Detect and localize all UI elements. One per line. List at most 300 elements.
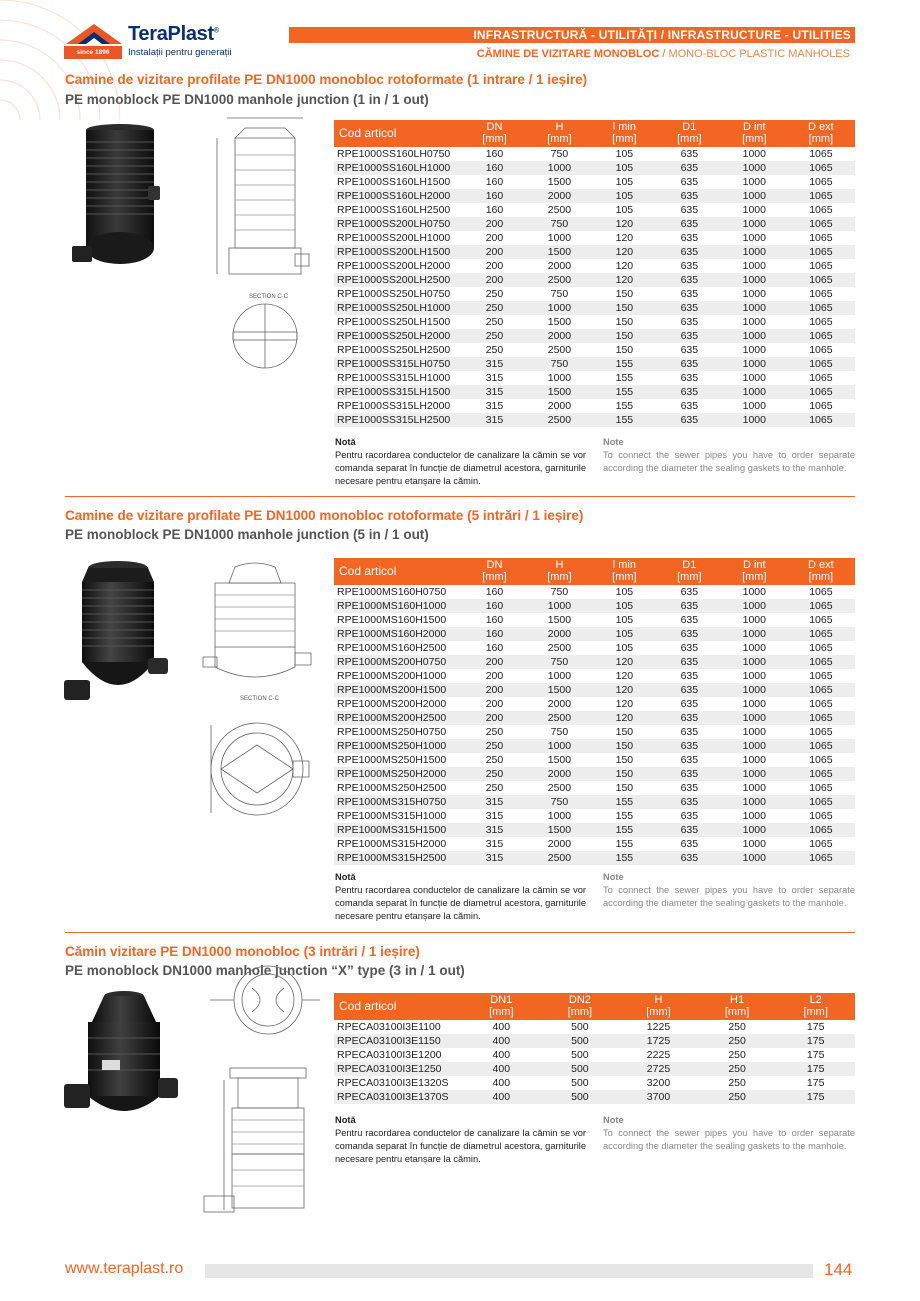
- cell-value: 400: [462, 1062, 541, 1076]
- cell-value: 1000: [742, 614, 766, 626]
- cell-value: 160: [485, 176, 504, 188]
- cell-value: 1500: [527, 245, 592, 259]
- cell-value: 105: [615, 148, 634, 160]
- col-header-dext: D ext [mm]: [787, 558, 855, 585]
- cell-value: 1065: [809, 344, 833, 356]
- table-row: [334, 669, 855, 683]
- cell-value: 1000: [722, 627, 787, 641]
- cell-value: 105: [615, 176, 634, 188]
- cell-value: 1000: [722, 599, 787, 613]
- cell-value: 1500: [547, 176, 572, 188]
- cell-value: 750: [550, 586, 569, 598]
- cell-value: 750: [527, 357, 592, 371]
- table-row: [334, 1062, 855, 1076]
- table-row: [334, 627, 855, 641]
- table-row: [334, 655, 855, 669]
- product-table-1: [334, 120, 855, 427]
- col-header-dext: D ext [mm]: [787, 120, 855, 147]
- cell-value: 635: [680, 586, 699, 598]
- cell-value: 150: [592, 739, 657, 753]
- teraplast-logo[interactable]: [64, 22, 254, 62]
- cell-article-code: RPE1000MS160H2000: [334, 627, 462, 641]
- cell-value: 3700: [619, 1090, 698, 1104]
- cell-value: 160: [462, 599, 527, 613]
- cell-value: 200: [462, 245, 527, 259]
- cell-article-code: RPE1000MS315H0750: [334, 795, 462, 809]
- cell-value: 1000: [742, 316, 766, 328]
- cell-value: 1000: [722, 273, 787, 287]
- category-bar: INFRASTRUCTURĂ - UTILITĂȚI / INFRASTRUCTURE - UTILITIES: [289, 27, 855, 43]
- table-row: [334, 161, 855, 175]
- section-label-2: SECTION C-C: [240, 696, 279, 702]
- cell-value: 160: [485, 204, 504, 216]
- brand-tagline: Instalații pentru generații: [128, 47, 232, 58]
- cell-value: 1000: [722, 329, 787, 343]
- table-row: [334, 641, 855, 655]
- cell-value: 1065: [787, 385, 855, 399]
- logo-house-icon: [64, 22, 124, 46]
- cell-value: 2000: [547, 698, 572, 710]
- cell-article-code: RPE1000MS250H1500: [337, 754, 447, 766]
- note-en-1: Note To connect the sewer pipes you have to order separate according the diameter the sealing gaskets to the manhole.: [603, 437, 855, 473]
- cell-value: 200: [462, 711, 527, 725]
- cell-value: 155: [592, 413, 657, 427]
- cell-value: 635: [680, 810, 699, 822]
- section-3-title: Cămin vizitare PE DN1000 monobloc (3 intrări / 1 ieșire): [65, 944, 420, 959]
- cell-value: 250: [485, 288, 504, 300]
- cell-value: 250: [698, 1062, 777, 1076]
- cell-value: 635: [657, 357, 722, 371]
- cell-value: 635: [680, 204, 699, 216]
- cell-value: 635: [657, 795, 722, 809]
- cell-value: 1225: [646, 1021, 671, 1033]
- cell-article-code: RPECA03100I3E1370S: [334, 1090, 462, 1104]
- cell-value: 1065: [787, 273, 855, 287]
- cell-value: 315: [485, 400, 504, 412]
- cell-value: 1000: [742, 810, 766, 822]
- cell-article-code: RPE1000SS160LH1500: [337, 176, 451, 188]
- table-row: [334, 851, 855, 865]
- cell-value: 1065: [809, 726, 833, 738]
- cell-value: 155: [592, 795, 657, 809]
- cell-value: 1065: [809, 614, 833, 626]
- cell-value: 315: [485, 372, 504, 384]
- cell-value: 175: [776, 1034, 855, 1048]
- cell-value: 1065: [809, 838, 833, 850]
- cell-article-code: RPE1000SS200LH1000: [337, 232, 451, 244]
- cell-article-code: RPECA03100I3E1150: [334, 1034, 462, 1048]
- cell-article-code: RPE1000MS160H0750: [337, 586, 447, 598]
- table-row: [334, 231, 855, 245]
- cell-article-code: RPE1000SS250LH0750: [337, 288, 451, 300]
- cell-article-code: RPE1000MS250H1000: [334, 739, 462, 753]
- table-row: [334, 725, 855, 739]
- cell-value: 635: [657, 301, 722, 315]
- cell-article-code: RPECA03100I3E1250: [334, 1062, 462, 1076]
- cell-article-code: RPE1000SS160LH1000: [334, 161, 462, 175]
- table-row: [334, 613, 855, 627]
- cell-value: 155: [592, 385, 657, 399]
- cell-value: 1500: [527, 683, 592, 697]
- col-header-dint: D int [mm]: [722, 558, 787, 585]
- cell-value: 2500: [527, 851, 592, 865]
- cell-article-code: RPE1000SS315LH0750: [334, 357, 462, 371]
- col-header-h: H [mm]: [619, 993, 698, 1020]
- cell-value: 635: [680, 726, 699, 738]
- table-row: [334, 1048, 855, 1062]
- cell-value: 635: [657, 217, 722, 231]
- cell-value: 635: [680, 698, 699, 710]
- col-header-h: H [mm]: [527, 120, 592, 147]
- cell-value: 1500: [547, 316, 572, 328]
- note-ro-3: Notă Pentru racordarea conductelor de canalizare la cămin se vor comanda separat în funcție de diametrul acestora, garniturile necesare pentru etanșare la cămin.: [335, 1115, 586, 1164]
- table-row: [334, 809, 855, 823]
- table-row: [334, 287, 855, 301]
- cell-value: 1065: [787, 217, 855, 231]
- cell-value: 120: [615, 698, 634, 710]
- cell-value: 750: [550, 148, 569, 160]
- table-row: [334, 1076, 855, 1090]
- cell-value: 400: [462, 1090, 541, 1104]
- cell-value: 1000: [742, 344, 766, 356]
- cell-value: 250: [462, 329, 527, 343]
- cell-value: 635: [657, 413, 722, 427]
- cell-value: 175: [806, 1077, 825, 1089]
- cell-value: 500: [571, 1077, 589, 1089]
- table-row: [334, 203, 855, 217]
- table-row: [334, 273, 855, 287]
- cell-value: 1000: [722, 767, 787, 781]
- cell-value: 200: [462, 273, 527, 287]
- cell-value: 200: [485, 232, 504, 244]
- cell-value: 635: [680, 642, 699, 654]
- cell-value: 175: [776, 1090, 855, 1104]
- cell-value: 635: [657, 655, 722, 669]
- cell-article-code: RPE1000SS200LH2000: [337, 260, 451, 272]
- cell-value: 1065: [787, 823, 855, 837]
- cell-value: 250: [485, 316, 504, 328]
- cell-value: 315: [485, 810, 504, 822]
- cell-value: 105: [615, 642, 634, 654]
- technical-drawing-3: [180, 960, 330, 1240]
- cell-article-code: RPE1000MS160H1500: [337, 614, 447, 626]
- cell-value: 160: [462, 189, 527, 203]
- cell-value: 1065: [787, 627, 855, 641]
- cell-value: 105: [615, 614, 634, 626]
- cell-value: 1065: [787, 655, 855, 669]
- cell-value: 250: [698, 1090, 777, 1104]
- note-ro-1: Notă Pentru racordarea conductelor de canalizare la cămin se vor comanda separat în funcție de diametrul acestora, garniturile necesare pentru etanșare la cămin.: [335, 437, 586, 486]
- cell-value: 155: [615, 810, 634, 822]
- cell-value: 120: [615, 232, 634, 244]
- table-row: [334, 599, 855, 613]
- cell-value: 1000: [547, 232, 572, 244]
- cell-value: 500: [571, 1021, 589, 1033]
- cell-value: 250: [485, 754, 504, 766]
- cell-article-code: RPE1000MS315H1500: [334, 823, 462, 837]
- cell-value: 635: [680, 838, 699, 850]
- cell-value: 635: [680, 614, 699, 626]
- cell-value: 150: [615, 782, 634, 794]
- cell-value: 1000: [527, 599, 592, 613]
- cell-value: 155: [592, 823, 657, 837]
- cell-article-code: RPE1000SS200LH0750: [334, 217, 462, 231]
- cell-value: 315: [485, 838, 504, 850]
- cell-value: 635: [657, 627, 722, 641]
- cell-article-code: RPE1000SS315LH1000: [337, 372, 451, 384]
- page-number: 144: [824, 1260, 853, 1279]
- cell-value: 160: [485, 614, 504, 626]
- cell-value: 750: [527, 795, 592, 809]
- cell-value: 1065: [809, 586, 833, 598]
- col-header-l2: L2 [mm]: [776, 993, 855, 1020]
- cell-value: 1065: [787, 711, 855, 725]
- table-row: [334, 399, 855, 413]
- cell-value: 1065: [787, 739, 855, 753]
- cell-value: 635: [680, 372, 699, 384]
- table-row: [334, 585, 855, 599]
- cell-value: 2225: [646, 1049, 671, 1061]
- cell-value: 1065: [809, 148, 833, 160]
- table-row: [334, 781, 855, 795]
- cell-article-code: RPE1000SS315LH2500: [334, 413, 462, 427]
- cell-value: 150: [592, 329, 657, 343]
- cell-value: 150: [615, 726, 634, 738]
- cell-value: 1000: [722, 217, 787, 231]
- cell-value: 250: [698, 1034, 777, 1048]
- cell-value: 635: [680, 670, 699, 682]
- cell-value: 1065: [809, 176, 833, 188]
- table-row: [334, 259, 855, 273]
- cell-value: 635: [657, 739, 722, 753]
- cell-value: 1000: [722, 385, 787, 399]
- cell-value: 120: [592, 245, 657, 259]
- cell-value: 635: [657, 385, 722, 399]
- cell-value: 105: [592, 627, 657, 641]
- cell-value: 2500: [547, 782, 572, 794]
- cell-value: 1000: [547, 372, 572, 384]
- cell-article-code: RPE1000SS250LH1000: [334, 301, 462, 315]
- cell-value: 315: [462, 385, 527, 399]
- col-header-h1: H1 [mm]: [698, 993, 777, 1020]
- col-header-code: Cod articol: [334, 993, 462, 1020]
- col-header-lmin: l min [mm]: [592, 120, 657, 147]
- table-row: [334, 683, 855, 697]
- cell-value: 750: [550, 288, 569, 300]
- table-row: [334, 147, 855, 161]
- manhole-photo-3: [62, 988, 182, 1128]
- table-header-row: [334, 120, 855, 147]
- cell-value: 1065: [809, 288, 833, 300]
- cell-value: 315: [462, 823, 527, 837]
- cell-value: 1000: [742, 232, 766, 244]
- cell-value: 1000: [742, 176, 766, 188]
- cell-value: 1065: [787, 357, 855, 371]
- cell-value: 1065: [787, 767, 855, 781]
- cell-value: 175: [776, 1062, 855, 1076]
- cell-article-code: RPE1000MS250H2500: [337, 782, 447, 794]
- cell-value: 175: [806, 1021, 825, 1033]
- cell-value: 160: [485, 148, 504, 160]
- cell-value: 200: [485, 698, 504, 710]
- cell-value: 250: [728, 1077, 746, 1089]
- cell-article-code: RPECA03100I3E1200: [337, 1049, 442, 1061]
- cell-value: 1000: [722, 851, 787, 865]
- cell-value: 635: [657, 161, 722, 175]
- cell-value: 2000: [547, 260, 572, 272]
- cell-value: 250: [462, 301, 527, 315]
- cell-value: 250: [485, 344, 504, 356]
- cell-value: 250: [728, 1049, 746, 1061]
- cell-value: 120: [592, 711, 657, 725]
- col-header-lmin: l min [mm]: [592, 558, 657, 585]
- table-row: [334, 245, 855, 259]
- table-row: [334, 739, 855, 753]
- cell-value: 400: [492, 1049, 511, 1061]
- cell-value: 1000: [742, 670, 766, 682]
- cell-value: 1065: [787, 245, 855, 259]
- cell-value: 1000: [742, 782, 766, 794]
- cell-value: 150: [615, 288, 634, 300]
- cell-value: 400: [492, 1077, 511, 1089]
- section-1-title: Camine de vizitare profilate PE DN1000 monobloc rotoformate (1 intrare / 1 ieșire): [65, 72, 588, 87]
- cell-value: 2000: [527, 767, 592, 781]
- table-row: [334, 385, 855, 399]
- table-row: [334, 301, 855, 315]
- cell-value: 635: [680, 782, 699, 794]
- cell-value: 200: [462, 217, 527, 231]
- footer-bar: [205, 1264, 813, 1278]
- cell-value: 635: [657, 189, 722, 203]
- cell-article-code: RPE1000SS315LH2000: [337, 400, 451, 412]
- cell-value: 750: [550, 726, 569, 738]
- table-row: [334, 795, 855, 809]
- cell-article-code: RPE1000MS315H2000: [337, 838, 447, 850]
- table-header-row: [334, 558, 855, 585]
- cell-value: 120: [592, 683, 657, 697]
- cell-value: 1000: [742, 372, 766, 384]
- col-header-dint: D int [mm]: [722, 120, 787, 147]
- cell-value: 1065: [787, 413, 855, 427]
- cell-value: 150: [592, 301, 657, 315]
- note-en-3: Note To connect the sewer pipes you have to order separate according the diameter the sealing gaskets to the manhole.: [603, 1115, 855, 1151]
- cell-value: 1000: [742, 586, 766, 598]
- col-header-h: H [mm]: [527, 558, 592, 585]
- cell-value: 635: [657, 683, 722, 697]
- cell-article-code: RPE1000SS250LH2000: [334, 329, 462, 343]
- cell-value: 1000: [742, 288, 766, 300]
- cell-value: 635: [680, 176, 699, 188]
- cell-value: 635: [680, 344, 699, 356]
- col-header-dn1: DN1 [mm]: [462, 993, 541, 1020]
- cell-article-code: RPECA03100I3E1320S: [337, 1077, 449, 1089]
- cell-value: 635: [680, 148, 699, 160]
- table-row: [334, 697, 855, 711]
- cell-article-code: RPE1000MS160H1000: [334, 599, 462, 613]
- cell-value: 2725: [619, 1062, 698, 1076]
- cell-value: 635: [680, 316, 699, 328]
- cell-value: 1065: [809, 642, 833, 654]
- cell-value: 120: [592, 655, 657, 669]
- cell-value: 500: [541, 1062, 620, 1076]
- table-row: [334, 753, 855, 767]
- cell-value: 1065: [787, 301, 855, 315]
- cell-value: 175: [806, 1049, 825, 1061]
- table-body-2: [334, 585, 855, 865]
- cell-value: 155: [615, 838, 634, 850]
- cell-value: 160: [485, 586, 504, 598]
- cell-value: 160: [462, 161, 527, 175]
- cell-article-code: RPE1000MS200H2000: [337, 698, 447, 710]
- section-3-subtitle: PE monoblock DN1000 manhole junction “X” type (3 in / 1 out): [65, 963, 465, 978]
- cell-value: 635: [657, 851, 722, 865]
- cell-value: 635: [680, 754, 699, 766]
- product-table-2: [334, 558, 855, 865]
- cell-value: 120: [592, 217, 657, 231]
- cell-value: 1000: [742, 642, 766, 654]
- cell-value: 1065: [787, 599, 855, 613]
- cell-value: 150: [592, 767, 657, 781]
- cell-value: 1000: [742, 204, 766, 216]
- table-row: [334, 189, 855, 203]
- cell-value: 1000: [722, 711, 787, 725]
- cell-article-code: RPE1000MS250H0750: [337, 726, 447, 738]
- cell-value: 1000: [527, 301, 592, 315]
- cell-value: 1065: [809, 260, 833, 272]
- note-ro-2: Notă Pentru racordarea conductelor de canalizare la cămin se vor comanda separat în funcție de diametrul acestora, garniturile necesare pentru etanșare la cămin.: [335, 872, 586, 921]
- cell-value: 155: [592, 357, 657, 371]
- cell-value: 160: [462, 627, 527, 641]
- table-row: [334, 767, 855, 781]
- cell-value: 635: [657, 823, 722, 837]
- cell-value: 315: [462, 851, 527, 865]
- table-row: [334, 837, 855, 851]
- section-divider: [65, 496, 855, 497]
- cell-value: 500: [541, 1034, 620, 1048]
- manhole-photo-2: [62, 558, 174, 708]
- col-header-dn: DN [mm]: [462, 558, 527, 585]
- cell-value: 2000: [527, 329, 592, 343]
- cell-value: 1000: [527, 161, 592, 175]
- cell-value: 635: [680, 400, 699, 412]
- footer-website-link[interactable]: www.teraplast.ro: [65, 1260, 184, 1277]
- cell-value: 200: [462, 655, 527, 669]
- cell-value: 1000: [722, 245, 787, 259]
- cell-value: 1065: [809, 810, 833, 822]
- cell-value: 635: [657, 245, 722, 259]
- since-badge: since 1896: [64, 46, 122, 59]
- subcategory: CĂMINE DE VIZITARE MONOBLOC / MONO-BLOC PLASTIC MANHOLES: [476, 48, 850, 60]
- cell-value: 1000: [722, 655, 787, 669]
- cell-value: 1725: [619, 1034, 698, 1048]
- cell-value: 1000: [722, 357, 787, 371]
- cell-value: 155: [615, 400, 634, 412]
- cell-value: 1000: [722, 301, 787, 315]
- table-row: [334, 1090, 855, 1104]
- table-row: [334, 371, 855, 385]
- table-body-3: [334, 1020, 855, 1104]
- cell-value: 250: [462, 739, 527, 753]
- cell-article-code: RPE1000SS160LH2500: [337, 204, 451, 216]
- cell-article-code: RPE1000MS200H1500: [334, 683, 462, 697]
- table-row: [334, 329, 855, 343]
- technical-drawing-1: [205, 110, 325, 380]
- section-label-1: SECTION C-C: [249, 294, 288, 300]
- cell-article-code: RPE1000SS200LH1500: [334, 245, 462, 259]
- table-row: [334, 823, 855, 837]
- cell-value: 1065: [809, 782, 833, 794]
- cell-article-code: RPECA03100I3E1100: [337, 1021, 441, 1033]
